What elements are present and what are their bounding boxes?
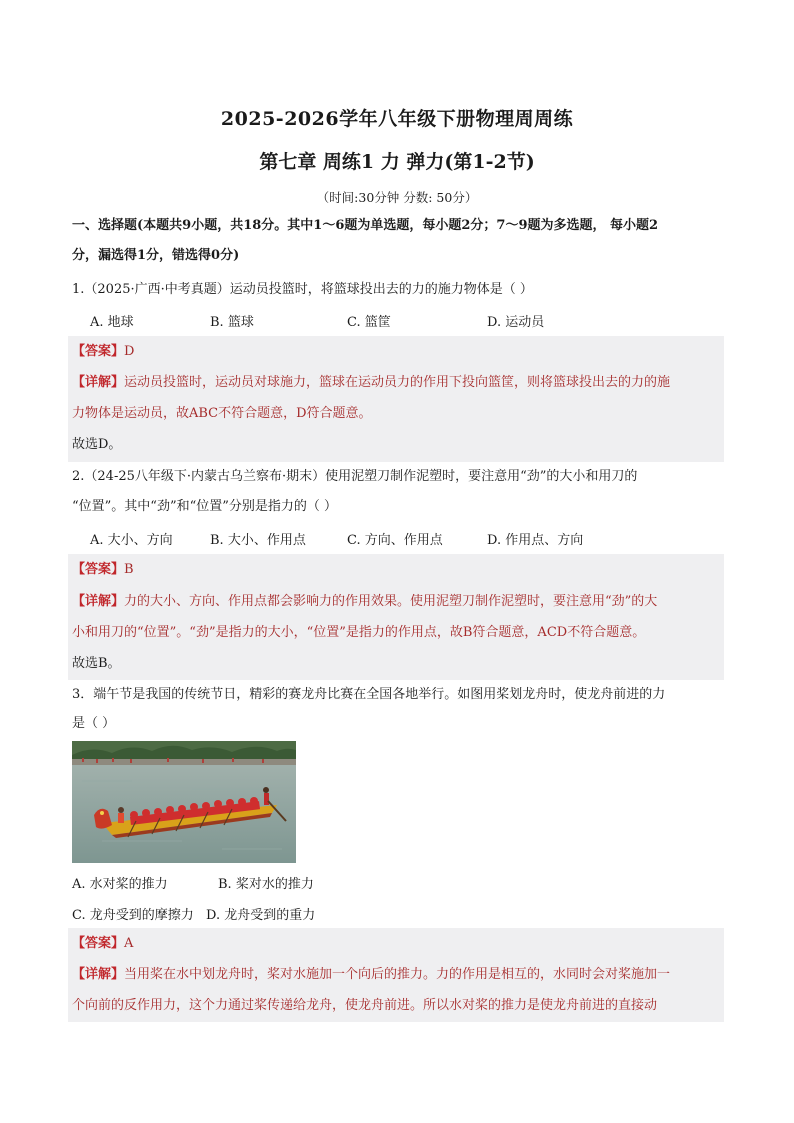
question-1-detail-line2: 力物体是运动员，故ABC不符合题意，D符合题意。 [72,406,372,421]
question-3-stem-line2: 是（ ） [72,716,116,731]
question-1-answer [72,342,134,362]
question-3-option-c: C. 龙舟受到的摩擦力 [72,908,194,923]
question-1-option-a: A. 地球 [90,315,134,330]
question-3-answer [72,934,133,954]
detail-tag: 【详解】 [72,594,125,609]
question-2-stem-line2: “位置”。其中“劲”和“位置”分别是指力的（ ） [72,499,338,514]
question-3-option-d: D. 龙舟受到的重力 [206,908,316,923]
question-2-detail-line1 [72,592,657,612]
question-2-conclusion: 故选B。 [72,656,121,671]
dragon-boat-photo [72,741,296,863]
question-2-stem-line1: 2.（24-25八年级下·内蒙古乌兰察布·期末）使用泥塑刀制作泥塑时，要注意用“劲”的大小和用刀的 [72,469,638,484]
question-3-option-b: B. 桨对水的推力 [218,877,314,892]
section-heading-line1: 一、选择题(本题共9小题，共18分。其中1～6题为单选题，每小题2分；7～9题为多选题， 每小题2 [72,218,659,233]
question-2-detail-line2: 小和用刀的“位置”。“劲”是指力的大小，“位置”是指力的作用点，故B符合题意，ACD不符合题意。 [72,625,646,640]
chapter-title: 第七章 周练1 力 弹力(第1-2节) [259,151,535,173]
question-2-option-b: B. 大小、作用点 [210,533,306,548]
page-title: 2025-2026学年八年级下册物理周周练 [220,108,574,130]
question-2-answer [72,560,134,580]
section-heading-line2: 分，漏选得1分，错选得0分) [72,248,240,263]
question-3-detail-line2: 个向前的反作用力，这个力通过桨传递给龙舟，使龙舟前进。所以水对桨的推力是使龙舟前进的直接动 [72,998,658,1013]
detail-text: 力的大小、方向、作用点都会影响力的作用效果。使用泥塑刀制作泥塑时，要注意用“劲”的大 [124,594,658,609]
answer-value: A [124,936,134,951]
question-1-option-c: C. 篮筐 [347,315,391,330]
question-1-stem: 1.（2025·广西·中考真题）运动员投篮时，将篮球投出去的力的施力物体是（ ） [72,282,533,297]
question-1-answer-box [68,336,724,462]
question-2-answer-box [68,554,724,680]
answer-tag: 【答案】 [72,344,125,359]
answer-value: D [124,344,135,359]
answer-tag: 【答案】 [72,936,125,951]
question-3-detail-line1 [72,965,670,985]
question-3-option-a: A. 水对桨的推力 [72,877,168,892]
answer-tag: 【答案】 [72,562,125,577]
question-2-option-a: A. 大小、方向 [90,533,173,548]
detail-tag: 【详解】 [72,375,125,390]
question-1-option-b: B. 篮球 [210,315,254,330]
detail-text: 当用桨在水中划龙舟时，桨对水施加一个向后的推力。力的作用是相互的，水同时会对桨施加一 [124,967,671,982]
question-1-conclusion: 故选D。 [72,437,122,452]
question-3-stem-line1: 3．端午节是我国的传统节日，精彩的赛龙舟比赛在全国各地举行。如图用桨划龙舟时，使龙舟前进的力 [72,687,666,702]
question-2-option-d: D. 作用点、方向 [487,533,584,548]
detail-tag: 【详解】 [72,967,125,982]
question-1-detail-line1 [72,373,670,393]
answer-value: B [124,562,134,577]
detail-text: 运动员投篮时，运动员对球施力，篮球在运动员力的作用下投向篮筐，则将篮球投出去的力的施 [124,375,671,390]
exam-info: （时间:30分钟 分数: 50分） [316,190,478,205]
question-2-option-c: C. 方向、作用点 [347,533,443,548]
question-1-option-d: D. 运动员 [487,315,545,330]
